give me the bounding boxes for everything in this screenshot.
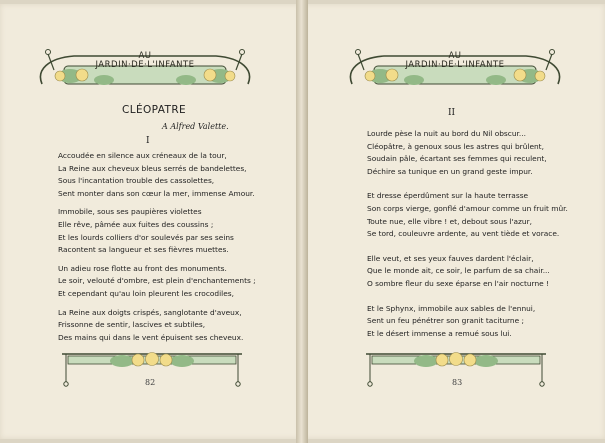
left-header-ornament xyxy=(34,40,256,92)
page-number: 82 xyxy=(145,378,156,387)
left-poem-text xyxy=(58,150,256,344)
verse-line: Et cependant qu'au loin pleurent les crocodiles, xyxy=(58,288,234,298)
verse-line: Et le désert immense a remué sous lui. xyxy=(367,328,512,338)
verse-line: Sent un feu pénétrer son granit taciturne ; xyxy=(367,316,525,326)
verse-line xyxy=(367,178,568,190)
verse-line: Sent monter dans son cœur la mer, immense Amour. xyxy=(58,188,255,198)
poem-title: CLÉOPATRE xyxy=(122,104,187,116)
verse-line: Déchire sa tunique en un grand geste impur. xyxy=(367,166,533,176)
verse-line: Se tord, couleuvre ardente, au vent tiède et vorace. xyxy=(367,229,560,239)
right-header-ornament xyxy=(344,40,566,92)
verse-line: Sous l'incantation trouble des cassolettes, xyxy=(58,176,215,186)
verse-line xyxy=(367,241,568,253)
section-number: I xyxy=(146,136,150,146)
verse-line: Et les lourds colliers d'or soulevés par ses seins xyxy=(58,232,234,242)
page-number: 83 xyxy=(452,378,463,387)
verse-line: O sombre fleur du sexe éparse en l'air nocturne ! xyxy=(367,278,550,288)
header-line-2: JARDIN·DE·L'INFANTE xyxy=(95,60,195,70)
verse-line: Immobile, sous ses paupières violettes xyxy=(58,207,202,217)
verse-line: Cléopâtre, à genoux sous les astres qui brûlent, xyxy=(367,141,544,151)
verse-line: Elle veut, et ses yeux fauves dardent l'éclair, xyxy=(367,253,534,263)
book-gutter xyxy=(296,0,308,443)
right-poem-text xyxy=(367,128,568,340)
verse-line: Son corps vierge, gonflé d'amour comme un fruit mûr. xyxy=(367,203,568,213)
verse-line: La Reine aux doigts crispés, sanglotante d'aveux, xyxy=(58,307,242,317)
verse-line: Soudain pâle, écartant ses femmes qui reculent, xyxy=(367,154,547,164)
verse-line: Lourde pèse la nuit au bord du Nil obscur... xyxy=(367,129,526,138)
header-line-2: JARDIN·DE·L'INFANTE xyxy=(405,60,505,70)
verse-line: Le soir, velouté d'ombre, est plein d'enchantements ; xyxy=(58,276,256,286)
verse-line xyxy=(367,291,568,303)
verse-line: Et le Sphynx, immobile aux sables de l'ennui, xyxy=(367,303,536,313)
verse-line: Elle rêve, pâmée aux fuites des coussins ; xyxy=(58,219,214,229)
verse-line: Racontent sa langueur et ses fièvres muettes. xyxy=(58,245,229,255)
verse-line: Frissonne de sentir, lascives et subtiles, xyxy=(58,320,206,330)
verse-line: Que le monde ait, ce soir, le parfum de sa chair... xyxy=(367,266,550,276)
header-line-1: AU xyxy=(138,51,152,61)
verse-line: Accoudée en silence aux créneaux de la tour, xyxy=(58,151,227,160)
verse-line: Des mains qui dans le vent épuisent ses cheveux. xyxy=(58,332,244,342)
poem-dedication: A Alfred Valette. xyxy=(162,122,229,131)
verse-line: Et dresse éperdûment sur la haute terrasse xyxy=(367,191,529,201)
header-line-1: AU xyxy=(448,51,462,61)
verse-line: Toute nue, elle vibre ! et, debout sous l'azur, xyxy=(367,216,532,226)
section-number: II xyxy=(448,108,456,118)
verse-line: La Reine aux cheveux bleus serrés de bandelettes, xyxy=(58,163,247,173)
verse-line: Un adieu rose flotte au front des monuments. xyxy=(58,263,227,273)
